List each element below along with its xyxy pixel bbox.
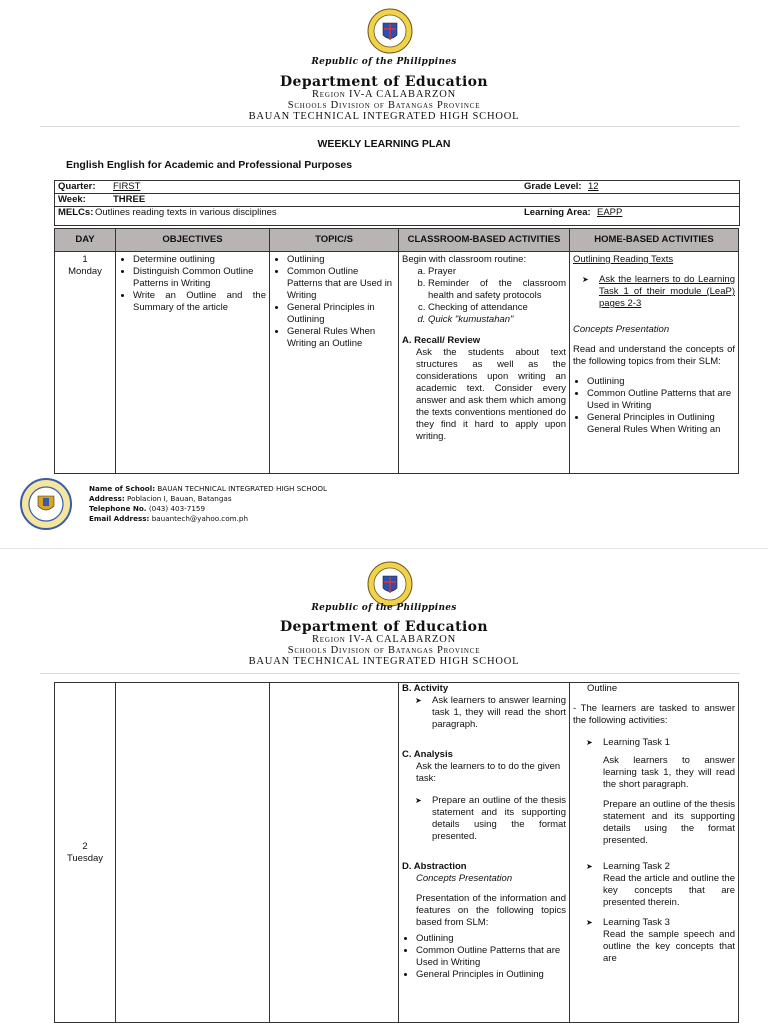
plan-table-day2 [54,682,739,1023]
list-item: ➤ Prepare an outline of the thesis statement and its supporting details using the format presented. [432,795,566,843]
day-number: 2 [82,840,88,852]
list-item: • General Rules When Writing an Outline [287,326,395,350]
lt1-text2: Prepare an outline of the thesis statement and its supporting details using the format presented. [603,799,735,846]
header-divider [40,126,740,127]
region-line: Region IV-A CALABARZON [312,634,456,645]
list-item: c. Checking of attendance [428,302,566,314]
home-intro: - The learners are tasked to answer the following activities: [573,703,735,726]
analysis-text: Ask the learners to to do the given task: [416,761,561,784]
plan-table-day1 [54,228,739,474]
list-item: • Common Outline Patterns that are Used in Writing [587,388,735,412]
analysis-title: C. Analysis [402,749,453,760]
activity-title: B. Activity [402,683,449,694]
classroom-cell [399,683,570,1023]
list-item: b. Reminder of the classroom health and safety protocols [428,278,566,302]
routine-intro: Begin with classroom routine: [402,254,527,265]
table-row-day1 [55,252,739,474]
recall-title: A. Recall/ Review [402,335,481,346]
division-line: Schools Division of Batangas Province [287,645,481,656]
home-title: Outlining Reading Texts [573,254,674,265]
footer-email: bauantech@yahoo.com.ph [151,514,249,523]
info-box [54,180,740,226]
quarter-value: FIRST [113,181,141,192]
page-2 [0,548,768,1025]
plan-title: WEEKLY LEARNING PLAN [317,138,451,150]
list-item: • Outlining [287,254,395,266]
list-item: a. Prayer [428,266,566,278]
abstraction-title: D. Abstraction [402,861,467,872]
footer-name-label: Name of School: [89,484,156,493]
lt2-text: Read the article and outline the key concepts that are presented therein. [603,873,735,908]
school-line: BAUAN TECHNICAL INTEGRATED HIGH SCHOOL [248,111,520,122]
day-cell [55,252,116,474]
topics-cell [270,252,399,474]
topics-cell [270,683,399,1023]
home-cell [570,252,739,474]
area-label: Learning Area: [524,207,591,218]
home-topic-cont: General Rules When Writing an [587,424,721,435]
division-line: Schools Division of Batangas Province [287,100,481,111]
grade-label: Grade Level: [524,181,582,192]
abstraction-sub: Concepts Presentation [416,873,513,884]
table-header-row [55,229,739,252]
region-line: Region IV-A CALABARZON [312,89,456,100]
department-name: Department of Education [280,619,488,635]
recall-text: Ask the students about text structures as well as the considerations upon writing an academic text. Consider every answer and ask them which among the texts conventions mentioned do they find it hard to apply upon writing. [416,347,566,442]
list-item: • Common Outline Patterns that are Used in Writing [287,266,395,302]
home-cont: Outline [587,683,618,694]
list-item: d. Quick "kumustahan" [428,314,566,326]
day-number: 1 [82,254,88,265]
footer-tel: (043) 403-7159 [148,504,206,513]
concepts-heading: Concepts Presentation [573,324,670,335]
list-item: • Outlining [587,376,735,388]
list-item: • Common Outline Patterns that are Used in Writing [416,945,566,969]
footer-addr-label: Address: [89,494,125,503]
header-divider [40,673,740,674]
republic-line: Republic of the Philippines [311,603,457,613]
list-item: • General Principles in Outlining [287,302,395,326]
col-objectives: OBJECTIVES [116,229,270,252]
col-topics: TOPIC/S [270,229,399,252]
day-name: Monday [68,266,102,277]
school-footer [10,478,750,530]
classroom-cell [399,252,570,474]
footer-text [89,484,327,524]
list-item: • General Principles in Outlining [587,412,735,424]
list-item: ➤ Ask learners to answer learning task 1, they will read the short paragraph. [432,695,566,731]
list-item: ➤ Ask the learners to do Learning Task 1 of their module (LeaP) pages 2-3 [599,274,735,310]
list-item: • Write an Outline and the Summary of the article [133,290,266,314]
home-read-text: Read and understand the concepts of the following topics from their SLM: [573,344,735,367]
footer-tel-label: Telephone No. [89,504,147,513]
day-name: Tuesday [66,852,104,864]
footer-email-label: Email Address: [89,514,150,523]
list-item: • Outlining [416,933,566,945]
objectives-cell [116,683,270,1023]
school-line: BAUAN TECHNICAL INTEGRATED HIGH SCHOOL [248,656,520,667]
day-cell [55,683,116,1023]
melcs-value: Outlines reading texts in various disciplines [95,207,277,218]
abstraction-text: Presentation of the information and features on the following topics based from SLM: [416,893,566,928]
department-name: Department of Education [280,74,488,90]
school-logo-icon [14,478,78,530]
deped-seal-icon [367,8,413,54]
footer-name: BAUAN TECHNICAL INTEGRATED HIGH SCHOOL [157,484,328,493]
table-row-day2 [55,683,739,1023]
list-item: • Determine outlining [133,254,266,266]
lt3-text: Read the sample speech and outline the key concepts that are [603,929,735,964]
week-label: Week: [58,194,86,205]
melcs-label: MELCs: [58,207,94,218]
week-value: THREE [113,194,146,205]
list-item: • General Principles in Outlining [416,969,566,981]
list-item: ➤ Learning Task 3 [603,917,735,929]
area-value: EAPP [597,207,623,218]
footer-addr: Poblacion I, Bauan, Batangas [127,494,232,503]
subject-title: English English for Academic and Professional Purposes [66,159,353,171]
col-home: HOME-BASED ACTIVITIES [570,229,739,252]
col-classroom: CLASSROOM-BASED ACTIVITIES [399,229,570,252]
objectives-cell [116,252,270,474]
list-item: ➤ Learning Task 2 [603,861,735,873]
quarter-label: Quarter: [58,181,96,192]
list-item: • Distinguish Common Outline Patterns in Writing [133,266,266,290]
deped-seal-icon [367,561,413,607]
grade-value: 12 [588,181,599,192]
list-item: ➤ Learning Task 1 [603,737,735,749]
col-day: DAY [55,229,116,252]
home-cell [570,683,739,1023]
republic-line: Republic of the Philippines [311,57,457,67]
lt1-text: Ask learners to answer learning task 1, they will read the short paragraph. [603,755,735,790]
